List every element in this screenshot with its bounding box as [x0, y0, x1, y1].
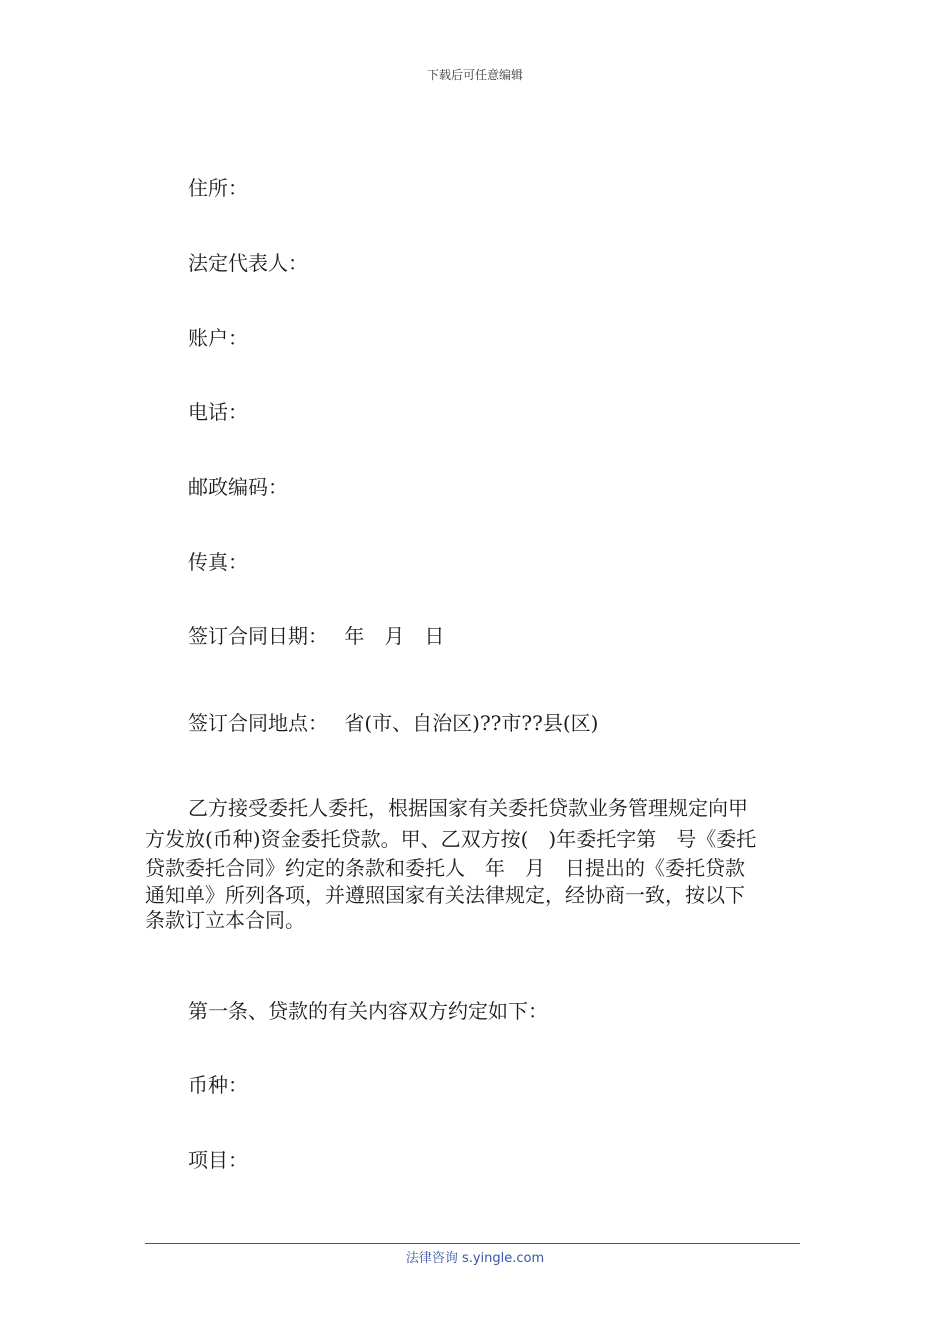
footer-divider	[145, 1243, 800, 1244]
phone-field: 电话：	[188, 400, 248, 424]
intro-line: 乙方接受委托人委托，根据国家有关委托贷款业务管理规定向甲	[188, 796, 748, 820]
sign-place-field: 签订合同地点： 省(市、自治区)??市??县(区)	[188, 711, 599, 735]
currency-field: 币种：	[188, 1073, 248, 1097]
intro-line: 条款订立本合同。	[145, 908, 305, 932]
intro-paragraph	[145, 793, 807, 931]
legal-rep-field: 法定代表人：	[188, 251, 308, 275]
intro-line: 贷款委托合同》约定的条款和委托人 年 月 日提出的《委托贷款	[145, 856, 745, 880]
footer-link[interactable]: 法律咨询 s.yingle.com	[405, 1251, 545, 1266]
intro-line: 通知单》所列各项，并遵照国家有关法律规定，经协商一致，按以下	[145, 883, 745, 907]
article-one-heading: 第一条、贷款的有关内容双方约定如下：	[188, 999, 548, 1023]
fax-field: 传真：	[188, 550, 248, 574]
address-field: 住所：	[188, 176, 248, 200]
intro-line: 方发放(币种)资金委托贷款。甲、乙双方按( )年委托字第 号《委托	[145, 827, 757, 851]
sign-date-field: 签订合同日期： 年 月 日	[188, 624, 445, 648]
postcode-field: 邮政编码：	[188, 475, 288, 499]
header-note: 下载后可任意编辑	[426, 68, 523, 82]
account-field: 账户：	[188, 326, 248, 350]
project-field: 项目：	[188, 1148, 248, 1172]
